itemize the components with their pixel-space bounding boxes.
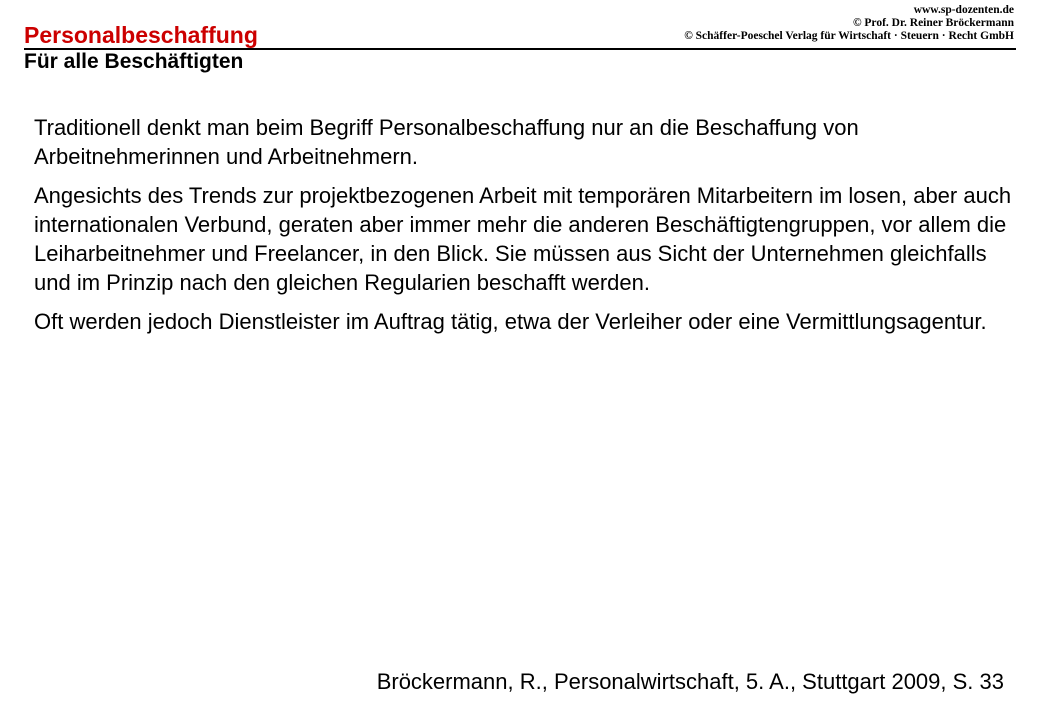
source-citation: Bröckermann, R., Personalwirtschaft, 5. A., Stuttgart 2009, S. 33 xyxy=(376,669,1004,694)
topic-title: Personalbeschaffung xyxy=(24,22,258,48)
paragraph-1: Traditionell denkt man beim Begriff Personalbeschaffung nur an die Beschaffung von Arbeitnehmerinnen und Arbeitnehmern. xyxy=(34,115,859,169)
body-text xyxy=(34,113,1014,346)
credits-website: www.sp-dozenten.de xyxy=(913,4,1014,16)
paragraph-3: Oft werden jedoch Dienstleister im Auftrag tätig, etwa der Verleiher oder eine Vermittlungsagentur. xyxy=(34,309,987,334)
credits-block xyxy=(684,4,1014,43)
credits-publisher: © Schäffer-Poeschel Verlag für Wirtschaft · Steuern · Recht GmbH xyxy=(684,30,1014,42)
credits-author: © Prof. Dr. Reiner Bröckermann xyxy=(852,17,1014,29)
slide-subtitle: Für alle Beschäftigten xyxy=(24,50,244,73)
paragraph-2: Angesichts des Trends zur projektbezogenen Arbeit mit temporären Mitarbeitern im losen, aber auch internationalen Verbund, geraten aber immer mehr die anderen Beschäftigtengruppen, vor allem die Leiharbeitnehmer und Freelancer, in den Blick. Sie müssen aus Sicht der Unternehmen gleichfalls und im Prinzip nach den gleichen Regularien beschafft werden. xyxy=(34,183,1012,295)
